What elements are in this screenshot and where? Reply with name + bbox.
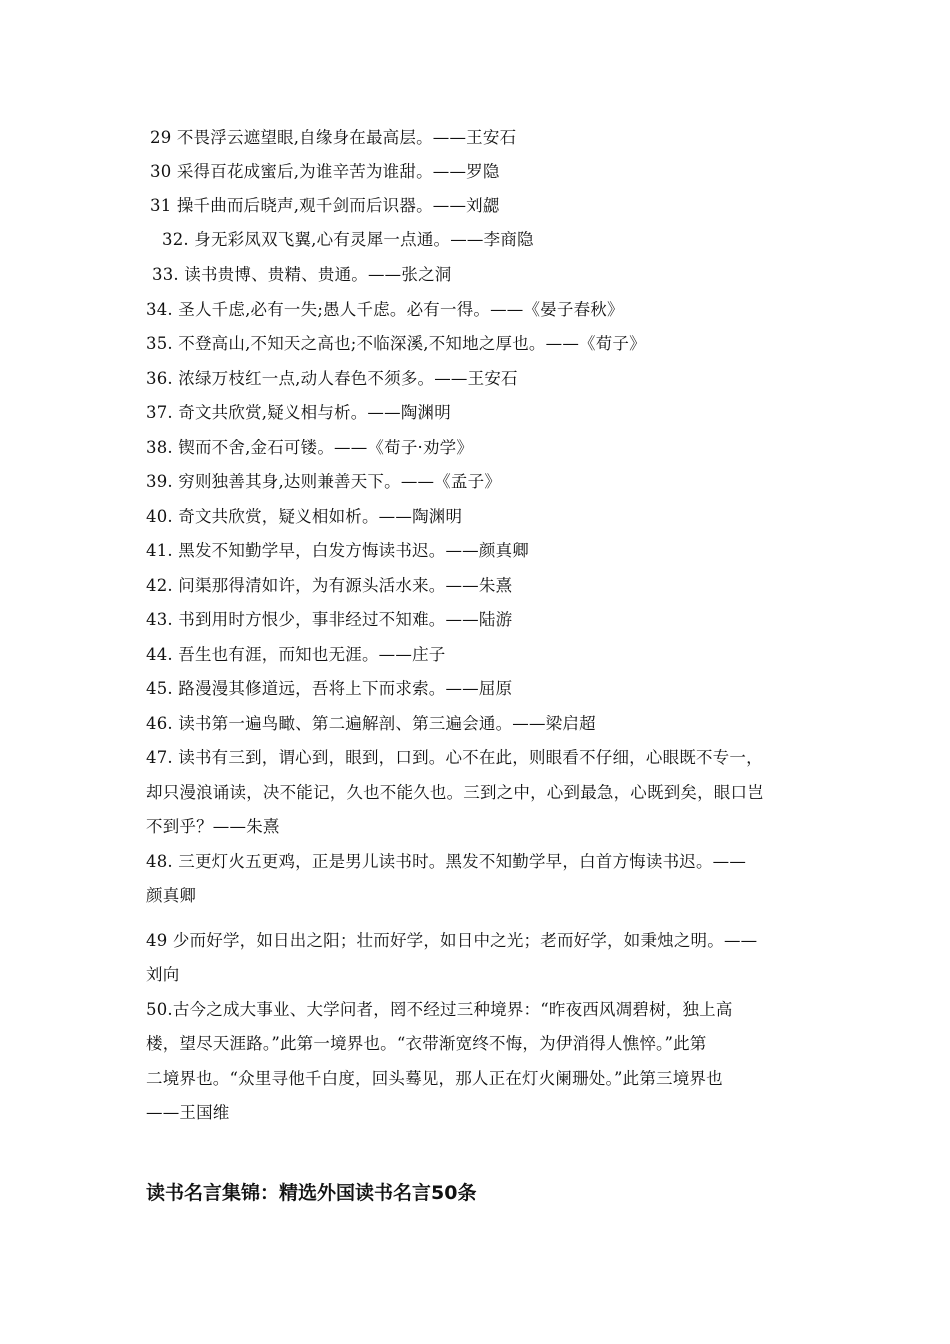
quote-line-50-part2: 楼，望尽天涯路。”此第一境界也。“衣带渐宽终不悔，为伊消得人憔悴。”此第 [146, 1034, 707, 1053]
quote-line-50-part3: 二境界也。“众里寻他千白度，回头蓦见，那人正在灯火阑珊处。”此第三境界也 [146, 1069, 723, 1088]
quote-line-45: 45. 路漫漫其修道远，吾将上下而求索。——屈原 [146, 679, 513, 698]
quote-line-49-part1: 49 少而好学，如日出之阳；壮而好学，如日中之光；老而好学，如秉烛之明。—— [146, 931, 758, 950]
quote-line-41: 41. 黑发不知勤学早，白发方悔读书迟。——颜真卿 [146, 541, 529, 560]
quote-line-50-part4: ——王国维 [146, 1103, 230, 1122]
quote-line-48-part1: 48. 三更灯火五更鸡，正是男儿读书时。黑发不知勤学早，白首方悔读书迟。—— [146, 852, 747, 871]
quote-line-29: 29 不畏浮云遮望眼,自缘身在最高层。——王安石 [150, 128, 517, 147]
quote-line-43: 43. 书到用时方恨少，事非经过不知难。——陆游 [146, 610, 513, 629]
quote-line-42: 42. 问渠那得清如许，为有源头活水来。——朱熹 [146, 576, 513, 595]
quote-line-34: 34. 圣人千虑,必有一失;愚人千虑。必有一得。——《晏子春秋》 [146, 300, 624, 319]
quote-line-31: 31 操千曲而后晓声,观千剑而后识器。——刘勰 [150, 196, 500, 215]
quote-line-50-part1: 50.古今之成大事业、大学问者，罔不经过三种境界：“昨夜西风凋碧树，独上高 [146, 1000, 733, 1019]
quote-line-38: 38. 锲而不舍,金石可镂。——《荀子·劝学》 [146, 438, 474, 457]
quote-line-32: 32. 身无彩凤双飞翼,心有灵犀一点通。——李商隐 [162, 230, 534, 249]
quote-line-47-part1: 47. 读书有三到，谓心到，眼到，口到。心不在此，则眼看不仔细，心眼既不专一， [146, 748, 763, 767]
quote-line-40: 40. 奇文共欣赏，疑义相如析。——陶渊明 [146, 507, 463, 526]
quote-line-35: 35. 不登高山,不知天之高也;不临深溪,不知地之厚也。——《荀子》 [146, 334, 646, 353]
quote-line-47-part2: 却只漫浪诵读，决不能记，久也不能久也。三到之中，心到最急，心既到矣，眼口岂 [146, 783, 764, 802]
quote-line-44: 44. 吾生也有涯，而知也无涯。——庄子 [146, 645, 446, 664]
quote-line-36: 36. 浓绿万枝红一点,动人春色不须多。——王安石 [146, 369, 518, 388]
quote-line-48-part2: 颜真卿 [146, 886, 197, 905]
quote-line-37: 37. 奇文共欣赏,疑义相与析。——陶渊明 [146, 403, 451, 422]
quote-line-39: 39. 穷则独善其身,达则兼善天下。——《孟子》 [146, 472, 502, 491]
quote-line-30: 30 采得百花成蜜后,为谁辛苦为谁甜。——罗隐 [150, 162, 500, 181]
quote-line-47-part3: 不到乎？——朱熹 [146, 817, 280, 836]
quote-line-49-part2: 刘向 [146, 965, 180, 984]
quote-line-33: 33. 读书贵博、贵精、贵通。——张之洞 [152, 265, 452, 284]
section-heading: 读书名言集锦：精选外国读书名言50条 [146, 1182, 477, 1204]
quote-line-46: 46. 读书第一遍鸟瞰、第二遍解剖、第三遍会通。——梁启超 [146, 714, 596, 733]
